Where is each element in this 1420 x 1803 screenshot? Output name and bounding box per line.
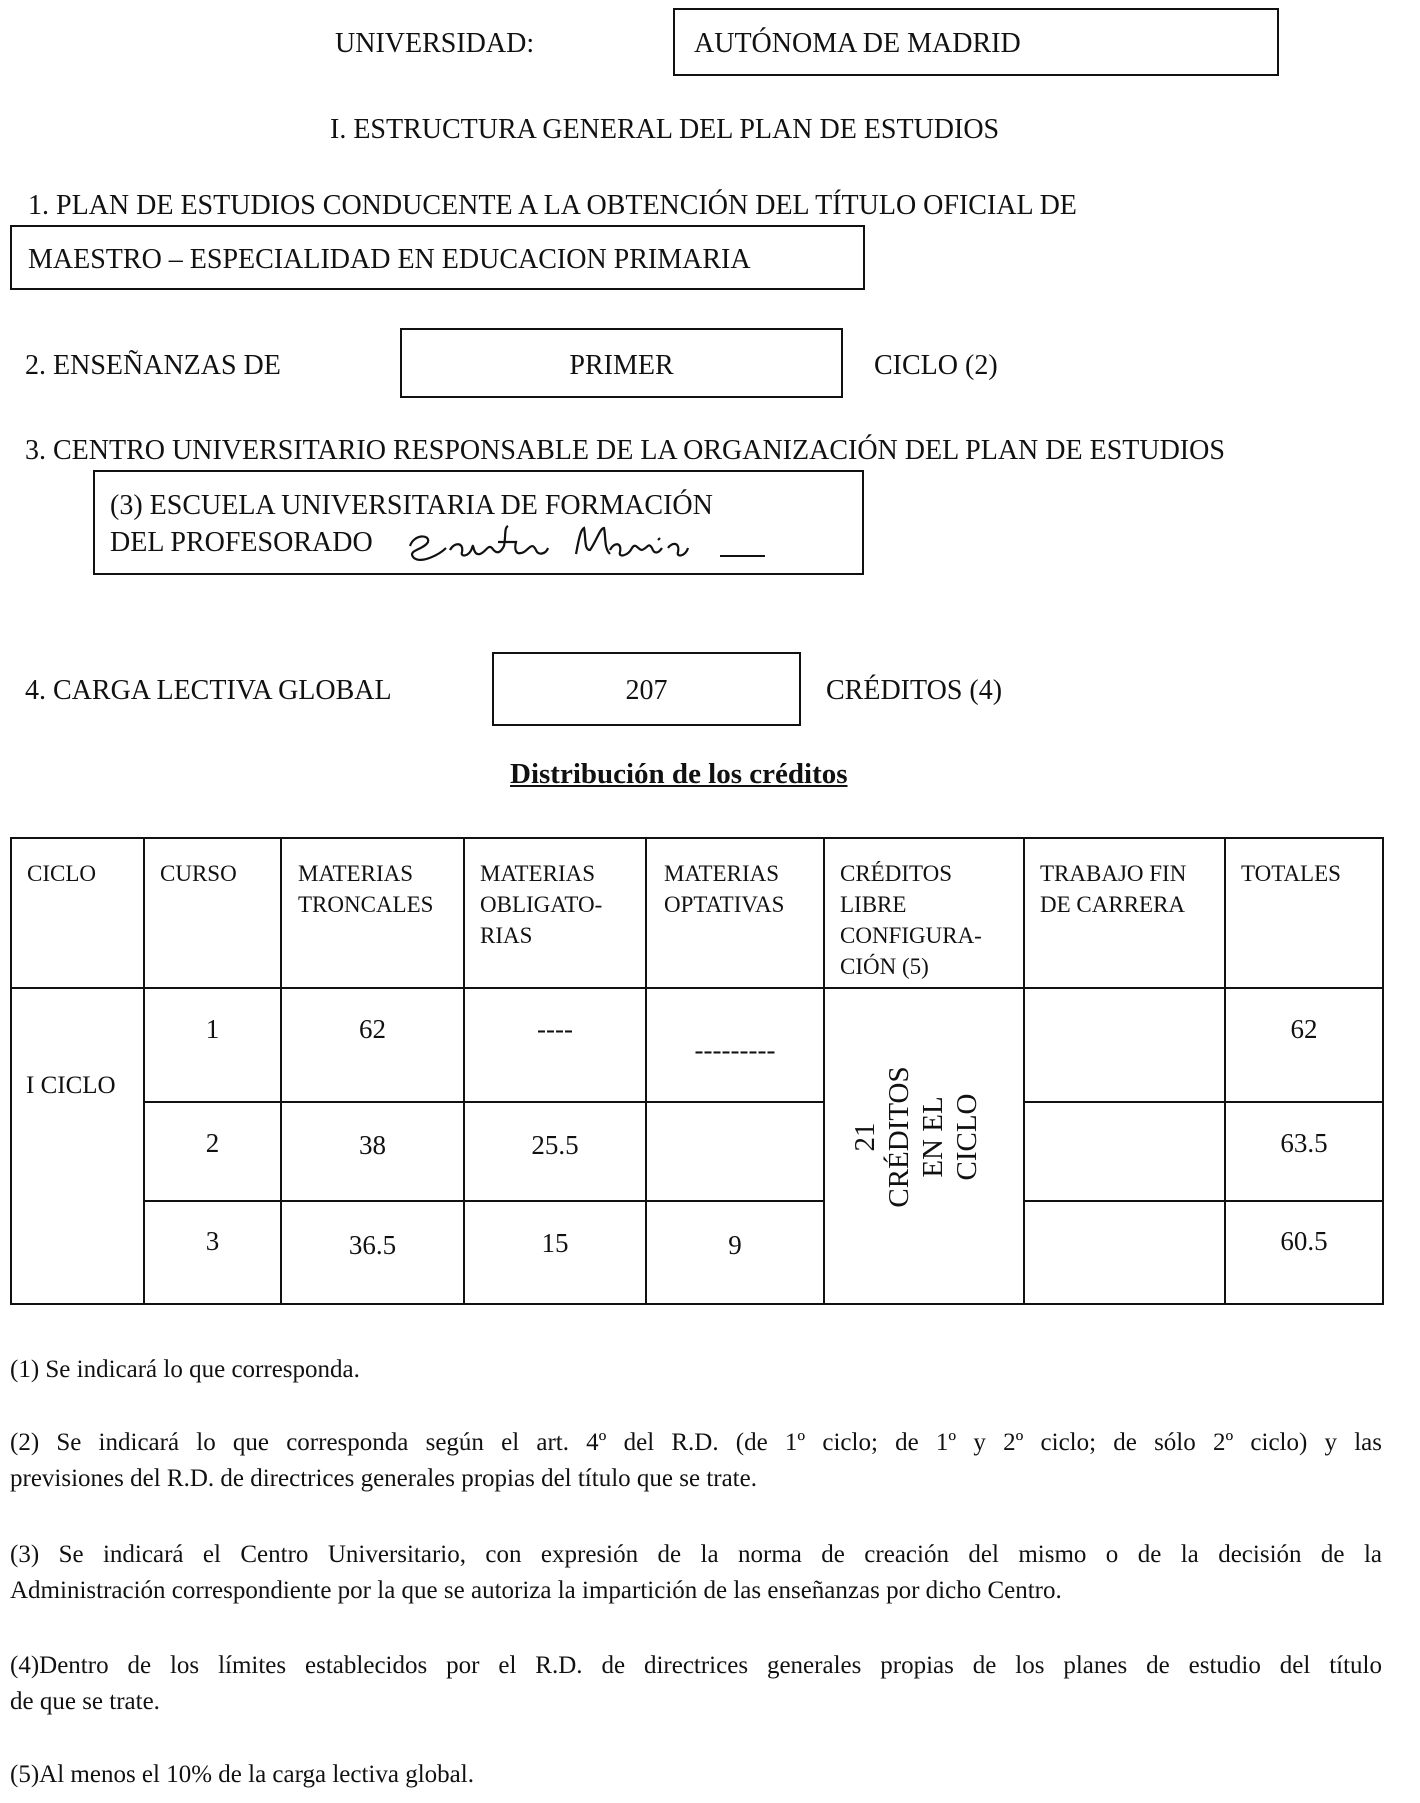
- cell-r1-totales: 62: [1290, 1014, 1318, 1044]
- header-optativas: MATERIAS OPTATIVAS: [664, 861, 785, 917]
- item2-suffix: CICLO (2): [874, 350, 998, 381]
- cell-r3-curso: 3: [205, 1226, 220, 1256]
- universidad-label: UNIVERSIDAD:: [335, 28, 535, 59]
- footnote-1: (1) Se indicará lo que corresponda.: [10, 1356, 360, 1383]
- table-title: Distribución de los créditos: [510, 758, 848, 790]
- cell-r3-totales: 60.5: [1280, 1226, 1328, 1256]
- cell-r1-troncales: 62: [359, 1014, 386, 1044]
- header-obligatorias: MATERIAS OBLIGATO- RIAS: [480, 861, 603, 948]
- item2-value: PRIMER: [569, 350, 674, 381]
- cell-r2-obligatorias: 25.5: [531, 1130, 579, 1160]
- header-troncales: MATERIAS TRONCALES: [298, 861, 434, 917]
- item4-suffix: CRÉDITOS (4): [826, 675, 1003, 706]
- item3-value-line1: (3) ESCUELA UNIVERSITARIA DE FORMACIÓN: [110, 490, 713, 521]
- item4-label: 4. CARGA LECTIVA GLOBAL: [25, 675, 392, 706]
- section-title: I. ESTRUCTURA GENERAL DEL PLAN DE ESTUDIOS: [330, 114, 1000, 145]
- footnote-5: (5)Al menos el 10% de la carga lectiva global.: [10, 1761, 474, 1788]
- cell-ciclo: I CICLO: [26, 1072, 116, 1099]
- item1-label: 1. PLAN DE ESTUDIOS CONDUCENTE A LA OBTENCIÓN DEL TÍTULO OFICIAL DE: [28, 190, 1077, 221]
- cell-r2-totales: 63.5: [1280, 1128, 1328, 1158]
- cell-r1-curso: 1: [205, 1014, 220, 1044]
- footnote-3-line1: (3) Se indicará el Centro Universitario, con expresión de la norma de creación del mismo o de la decisión de la: [10, 1541, 1382, 1568]
- footnote-2-line2: previsiones del R.D. de directrices generales propias del título que se trate.: [10, 1465, 757, 1492]
- cell-r2-curso: 2: [205, 1128, 220, 1158]
- footnote-2-line1: (2) Se indicará lo que corresponda según el art. 4º del R.D. (de 1º ciclo; de 1º y 2º ciclo; de sólo 2º ciclo) y las: [10, 1429, 1382, 1456]
- cell-r1-obligatorias: ----: [537, 1014, 573, 1044]
- header-ciclo: CICLO: [27, 861, 96, 886]
- cell-r1-optativas: ---------: [694, 1035, 776, 1065]
- cell-r3-troncales: 36.5: [348, 1230, 397, 1260]
- header-libre: CRÉDITOS LIBRE CONFIGURA- CIÓN (5): [840, 861, 982, 979]
- header-totales: TOTALES: [1241, 861, 1341, 886]
- handwritten-signature: [400, 520, 790, 566]
- cell-r3-obligatorias: 15: [541, 1228, 569, 1258]
- item3-label: 3. CENTRO UNIVERSITARIO RESPONSABLE DE LA ORGANIZACIÓN DEL PLAN DE ESTUDIOS: [25, 435, 1225, 466]
- cell-r3-optativas: 9: [728, 1230, 742, 1260]
- cell-r2-troncales: 38: [359, 1130, 386, 1160]
- cell-libre-merged: 21 CRÉDITOS EN EL CICLO: [849, 1066, 983, 1208]
- universidad-value: AUTÓNOMA DE MADRID: [694, 28, 1021, 59]
- footnote-4-line2: de que se trate.: [10, 1688, 160, 1715]
- footnote-4-line1: (4)Dentro de los límites establecidos por el R.D. de directrices generales propias de los planes de estudio del título: [10, 1652, 1382, 1679]
- item3-value-line2: DEL PROFESORADO: [110, 527, 373, 558]
- footnote-3-line2: Administración correspondiente por la que se autoriza la impartición de las enseñanzas por dicho Centro.: [10, 1577, 1062, 1604]
- item4-value: 207: [625, 675, 668, 706]
- item1-value: MAESTRO – ESPECIALIDAD EN EDUCACION PRIMARIA: [28, 244, 751, 275]
- header-curso: CURSO: [160, 861, 237, 886]
- header-trabajo: TRABAJO FIN DE CARRERA: [1040, 861, 1187, 917]
- item2-label: 2. ENSEÑANZAS DE: [25, 350, 281, 381]
